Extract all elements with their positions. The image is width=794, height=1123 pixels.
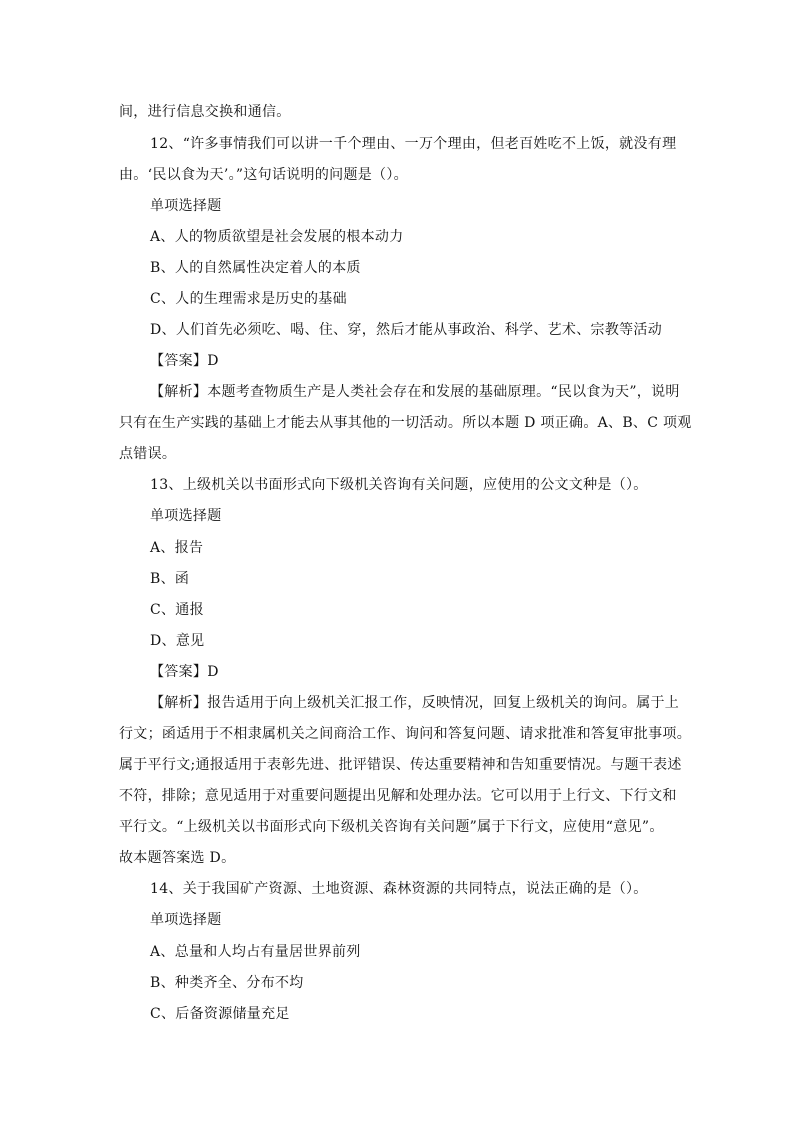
q14-option-a: A、总量和人均占有量居世界前列 <box>150 944 361 960</box>
q14-option-b: B、种类齐全、分布不均 <box>150 975 304 991</box>
q12-option-c: C、人的生理需求是历史的基础 <box>150 291 347 307</box>
q12-analysis-line-3: 点错误。 <box>119 446 177 462</box>
q12-stem-line-2: 由。‘民以食为天’。”这句话说明的问题是（）。 <box>119 167 408 183</box>
q14-question-type: 单项选择题 <box>150 912 222 928</box>
q13-stem-line-1: 13、上级机关以书面形式向下级机关咨询有关问题，应使用的公文文种是（）。 <box>150 477 648 493</box>
q12-option-d: D、人们首先必须吃、喝、住、穿，然后才能从事政治、科学、艺术、宗教等活动 <box>150 322 663 338</box>
q13-analysis-line-6: 故本题答案选 D。 <box>119 850 236 866</box>
q12-option-a: A、人的物质欲望是社会发展的根本动力 <box>150 229 404 245</box>
q12-analysis-line-1: 【解析】本题考查物质生产是人类社会存在和发展的基础原理。“民以食为天”，说明 <box>150 384 680 400</box>
q13-analysis-line-3: 属于平行文;通报适用于表彰先进、批评错误、传达重要精神和告知重要情况。与题干表述 <box>119 757 682 773</box>
q13-option-b: B、函 <box>150 571 190 587</box>
continuation-text: 间，进行信息交换和通信。 <box>119 104 291 120</box>
q13-analysis-line-2: 行文；函适用于不相隶属机关之间商洽工作、询问和答复问题、请求批准和答复审批事项。 <box>119 726 691 742</box>
q14-option-c: C、后备资源储量充足 <box>150 1006 290 1022</box>
q13-option-c: C、通报 <box>150 602 204 618</box>
q13-analysis-line-5: 平行文。“上级机关以书面形式向下级机关咨询有关问题”属于下行文，应使用“意见”。 <box>119 819 664 835</box>
q12-question-type: 单项选择题 <box>150 198 222 214</box>
q12-answer: 【答案】D <box>150 353 219 369</box>
q12-stem-line-1: 12、“许多事情我们可以讲一千个理由、一万个理由，但老百姓吃不上饭，就没有理 <box>150 136 677 152</box>
q13-analysis-line-1: 【解析】报告适用于向上级机关汇报工作，反映情况，回复上级机关的询问。属于上 <box>150 695 680 711</box>
q13-analysis-line-4: 不符，排除；意见适用于对重要问题提出见解和处理办法。它可以用于上行文、下行文和 <box>119 788 677 804</box>
q13-option-a: A、报告 <box>150 540 204 556</box>
q14-stem-line-1: 14、关于我国矿产资源、土地资源、森林资源的共同特点，说法正确的是（）。 <box>150 881 648 897</box>
q13-question-type: 单项选择题 <box>150 508 222 524</box>
q12-analysis-line-2: 只有在生产实践的基础上才能去从事其他的一切活动。所以本题 D 项正确。A、B、C 项观 <box>119 415 692 431</box>
q13-option-d: D、意见 <box>150 633 205 649</box>
q12-option-b: B、人的自然属性决定着人的本质 <box>150 260 361 276</box>
q13-answer: 【答案】D <box>150 664 219 680</box>
